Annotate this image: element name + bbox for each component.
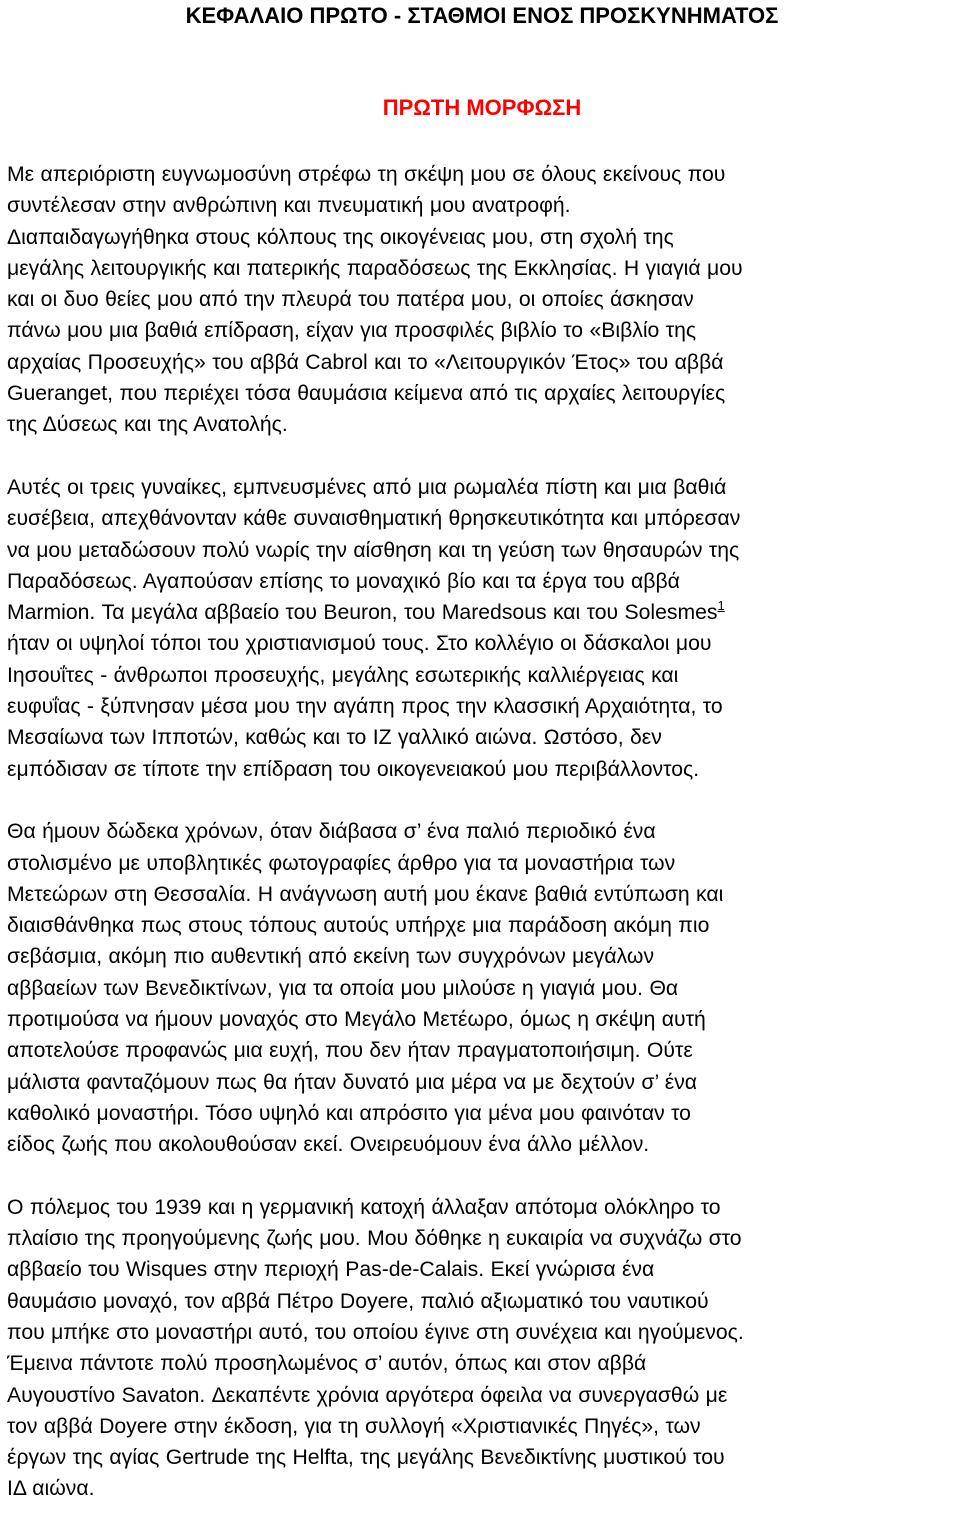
section-title: ΠΡΩΤΗ ΜΟΡΦΩΣΗ <box>382 95 582 120</box>
paragraph-2-text-end: ήταν οι υψηλοί τόποι του χριστιανισμού τους. Στο κολλέγιο οι δάσκαλοι μου Ιησουΐτες - άνθρωποι προσευχής, μεγάλης εσωτερικής καλλιέργειας και ευφυΐας - ξύπνησαν μέσα μου την αγάπη προς την κλασσική Αρχαιότητα, το Μεσαίωνα των Ιπποτών, καθώς και το ΙΖ γαλλικό αιώνα. Ωστόσο, δεν εμπόδισαν σε τίποτε την επίδραση του οικογενειακού μου περιβάλλοντος. <box>7 632 723 781</box>
paragraph-3: Θα ήμουν δώδεκα χρόνων, όταν διάβασα σ’ ένα παλιό περιοδικό ένα στολισμένο με υποβλητικές φωτογραφίες άρθρο για τα μοναστήρια των Μετεώρων στη Θεσσαλία. Η ανάγνωση αυτή μου έκανε βαθιά εντύπωση και διαισθάνθηκα πως στους τόπους αυτούς υπήρχε μια παράδοση ακόμη πιο σεβάσμια, ακόμη πιο αυθεντική από εκείνη των συγχρόνων μεγάλων αββαείων των Βενεδικτίνων, για τα οποία μου μιλούσε η γιαγιά μου. Θα προτιμούσα να ήμουν μοναχός στο Μεγάλο Μετέωρο, όμως η σκέψη αυτή αποτελούσε προφανώς μια ευχή, που δεν ήταν πραγματοποιήσιμη. Ούτε μάλιστα φανταζόμουν πως θα ήταν δυνατό μια μέρα να με δεχτούν σ’ ένα καθολικό μοναστήρι. Τόσο υψηλό και απρόσιτο για μένα μου φαινόταν το είδος ζωής που ακολουθούσαν εκεί. Ονειρευόμουν ένα άλλο μέλλον. <box>7 820 724 1157</box>
chapter-title: ΚΕΦΑΛΑΙΟ ΠΡΩΤΟ - ΣΤΑΘΜΟΙ ΕΝΟΣ ΠΡΟΣΚΥΝΗΜΑΤΟΣ <box>185 3 779 28</box>
footnote-reference[interactable]: 1 <box>717 598 725 614</box>
paragraph-2-text-start: Αυτές οι τρεις γυναίκες, εμπνευσμένες από μια ρωμαλέα πίστη και μια βαθιά ευσέβεια, απεχθάνονταν κάθε συναισθηματική θρησκευτικότητα και μπόρεσαν να μου μεταδώσουν πολύ νωρίς την αίσθηση και τη γεύση των θησαυρών της Παραδόσεως. Αγαπούσαν επίσης το μοναχικό βίο και τα έργα του αββά Marmion. Τα μεγάλα αββαείο του Beuron, του Maredsous και του Solesmes <box>7 475 741 625</box>
paragraph-1: Με απεριόριστη ευγνωμοσύνη στρέφω τη σκέψη μου σε όλους εκείνους που συντέλεσαν στην ανθρώπινη και πνευματική μου ανατροφή. Διαπαιδαγωγήθηκα στους κόλπους της οικογένειας μου, στη σχολή της μεγάλης λειτουργικής και πατερικής παραδόσεως της Εκκλησίας. Η γιαγιά μου και οι δυο θείες μου από την πλευρά του πατέρα μου, οι οποίες άσκησαν πάνω μου μια βαθιά επίδραση, είχαν για προσφιλές βιβλίο το «Βιβλίο της αρχαίας Προσευχής» του αββά Cabrol και το «Λειτουργικόν Έτος» του αββά Gueranget, που περιέχει τόσα θαυμάσια κείμενα από τις αρχαίες λειτουργίες της Δύσεως και της Ανατολής. <box>7 163 743 437</box>
paragraph-2 <box>7 472 953 785</box>
body-text <box>7 159 953 1505</box>
paragraph-4: Ο πόλεμος του 1939 και η γερμανική κατοχή άλλαξαν απότομα ολόκληρο το πλαίσιο της προηγούμενης ζωής μου. Μου δόθηκε η ευκαιρία να συχνάζω στο αββαείο του Wisques στην περιοχή Pas-de-Calais. Εκεί γνώρισα ένα θαυμάσιο μοναχό, τον αββά Πέτρο Doyere, παλιό αξιωματικό του ναυτικού που μπήκε στο μοναστήρι αυτό, του οποίου έγινε στη συνέχεια και ηγούμενος. Έμεινα πάντοτε πολύ προσηλωμένος σ’ αυτόν, όπως και στον αββά Αυγουστίνο Savaton. Δεκαπέντε χρόνια αργότερα όφειλα να συνεργασθώ με τον αββά Doyere στην έκδοση, για τη συλλογή «Χριστιανικές Πηγές», των έργων της αγίας Gertrude της Helfta, της μεγάλης Βενεδικτίνης μυστικού του ΙΔ αιώνα. <box>7 1195 744 1501</box>
